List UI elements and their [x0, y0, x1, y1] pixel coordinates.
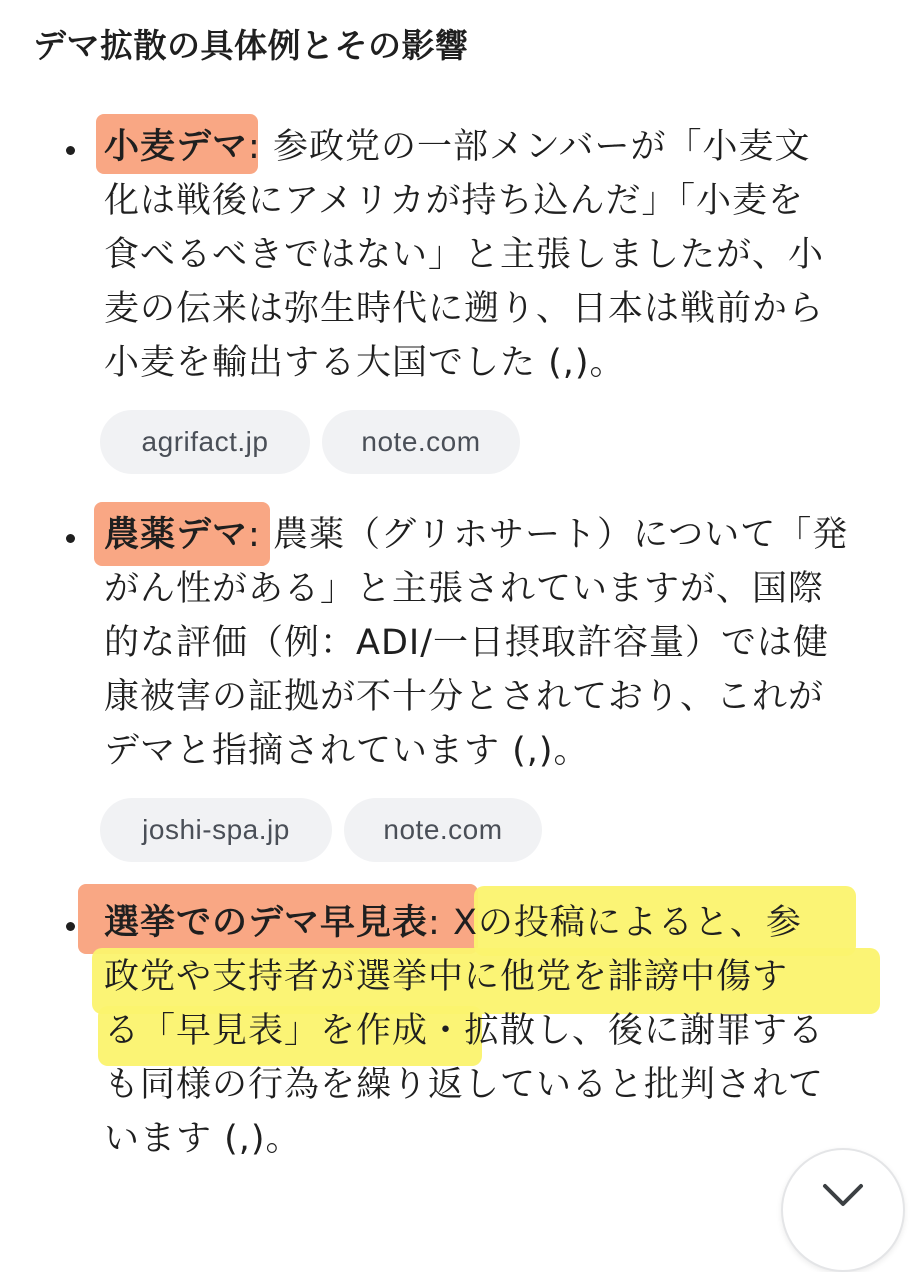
text-line: がん性がある」と主張されていますが、国際 [104, 569, 825, 609]
text-line: 政党や支持者が選挙中に他党を誹謗中傷す [104, 957, 789, 997]
chevron-down-icon [821, 1180, 865, 1210]
item-text [104, 120, 894, 390]
item-term: 農薬デマ [104, 515, 249, 555]
item-term: 小麦デマ [104, 127, 249, 167]
text-line: 康被害の証拠が不十分とされており、これが [104, 677, 825, 717]
text-line: 的な評価（例：ADI/一日摂取許容量）では健 [104, 623, 830, 663]
text-line: 化は戦後にアメリカが持ち込んだ」「小麦を [104, 181, 805, 221]
item-text [104, 508, 894, 778]
text-line: も同様の行為を繰り返していると批判されて [104, 1065, 825, 1105]
item-term: 選挙でのデマ早見表 [104, 903, 429, 943]
text-line: 小麦を輸出する大国でした (,)。 [104, 343, 626, 383]
text-line: 参政党の一部メンバーが「小麦文 [260, 127, 811, 167]
section-heading: デマ拡散の具体例とその影響 [33, 26, 469, 65]
source-chip-agrifact[interactable]: agrifact.jp [100, 410, 310, 474]
source-chip-note[interactable]: note.com [322, 410, 520, 474]
term-colon: : [248, 127, 261, 167]
item-text [104, 896, 894, 1166]
bullet-dot [66, 534, 75, 543]
text-line: る「早見表」を作成・拡散し、後に謝罪する [104, 1011, 825, 1051]
term-colon: : [428, 903, 441, 943]
text-line: 農薬（グリホサート）について「発 [260, 515, 849, 555]
text-line: デマと指摘されています (,)。 [104, 731, 590, 771]
source-chip-note[interactable]: note.com [344, 798, 542, 862]
text-line: 麦の伝来は弥生時代に遡り、日本は戦前から [104, 289, 825, 329]
text-line: Xの投稿によると、参 [440, 903, 802, 943]
term-colon: : [248, 515, 261, 555]
bullet-dot [66, 146, 75, 155]
text-line: 食べるべきではない」と主張しましたが、小 [104, 235, 825, 275]
scroll-down-button[interactable] [781, 1148, 905, 1272]
source-chip-joshi-spa[interactable]: joshi-spa.jp [100, 798, 332, 862]
text-line: います (,)。 [104, 1119, 302, 1159]
bullet-dot [66, 922, 75, 931]
